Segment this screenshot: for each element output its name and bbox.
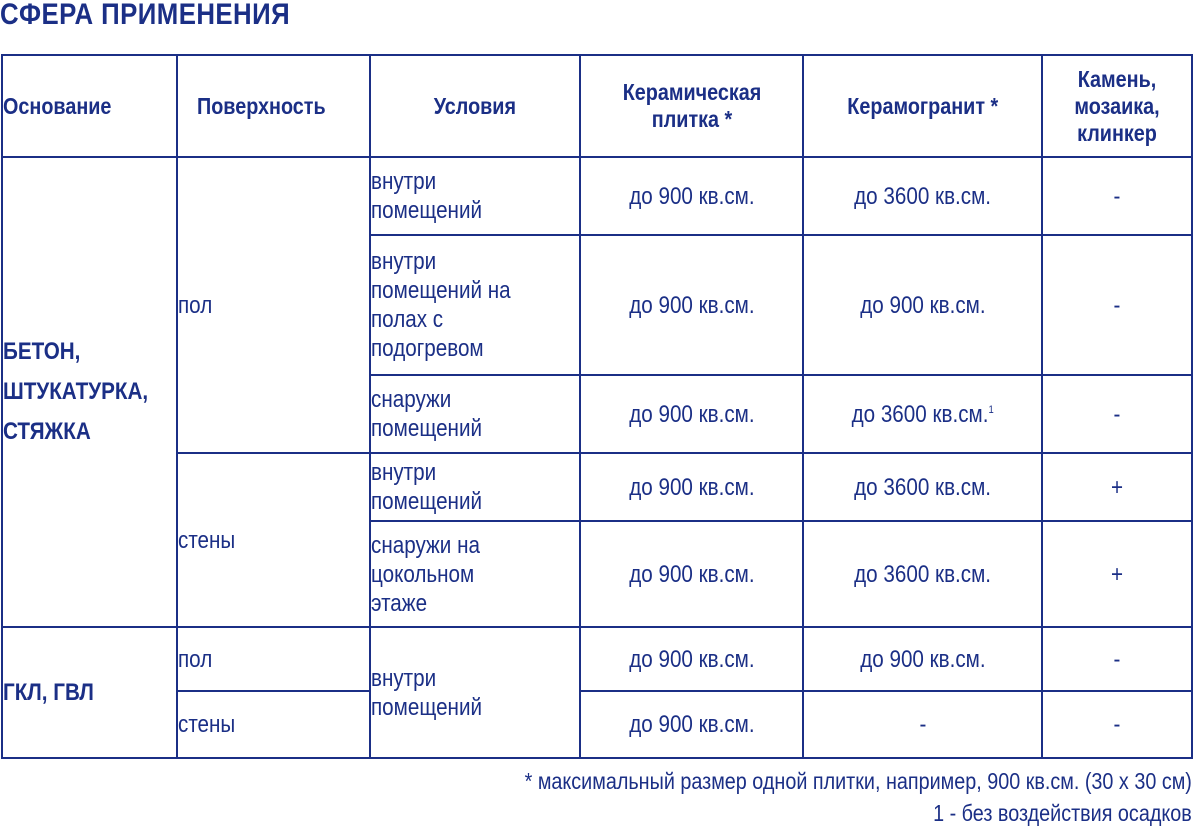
porcelain-cell: до 3600 кв.см.$^1$ <box>803 375 1042 453</box>
header-stone: Камень, мозаика, клинкер <box>1042 55 1192 157</box>
condition-cell: внутри помещений на полах с подогревом <box>370 235 580 375</box>
stone-cell: + <box>1042 453 1192 521</box>
ceramic-cell: до 900 кв.см. <box>580 627 803 691</box>
page-title: СФЕРА ПРИМЕНЕНИЯ <box>0 0 291 31</box>
stone-cell: - <box>1042 157 1192 235</box>
stone-cell: - <box>1042 375 1192 453</box>
header-conditions: Условия <box>370 55 580 157</box>
ceramic-cell: до 900 кв.см. <box>580 375 803 453</box>
porcelain-cell: - <box>803 691 1042 758</box>
surface-walls-2: стены <box>177 691 370 758</box>
porcelain-cell: до 900 кв.см. <box>803 627 1042 691</box>
table-row <box>2 691 1192 758</box>
application-table <box>1 54 1193 759</box>
base-concrete: БЕТОН, ШТУКАТУРКА, СТЯЖКА <box>2 157 177 627</box>
stone-cell: - <box>1042 691 1192 758</box>
header-row <box>2 55 1192 157</box>
porcelain-cell: до 900 кв.см. <box>803 235 1042 375</box>
table-row <box>2 627 1192 691</box>
ceramic-cell: до 900 кв.см. <box>580 691 803 758</box>
ceramic-cell: до 900 кв.см. <box>580 235 803 375</box>
ceramic-cell: до 900 кв.см. <box>580 157 803 235</box>
condition-cell: внутри помещений <box>370 157 580 235</box>
surface-floor: пол <box>177 157 370 453</box>
table-row <box>2 157 1192 235</box>
condition-cell: внутри помещений <box>370 627 580 758</box>
surface-walls: стены <box>177 453 370 627</box>
ceramic-cell: до 900 кв.см. <box>580 453 803 521</box>
header-ceramic: Керамическая плитка * <box>580 55 803 157</box>
table-row <box>2 453 1192 521</box>
stone-cell: + <box>1042 521 1192 627</box>
header-surface: Поверхность <box>177 55 370 157</box>
header-porcelain: Керамогранит * <box>803 55 1042 157</box>
footnote-marker: 1 <box>988 403 994 416</box>
porcelain-cell: до 3600 кв.см. <box>803 521 1042 627</box>
stone-cell: - <box>1042 235 1192 375</box>
footnote-asterisk: * максимальный размер одной плитки, например, 900 кв.см. (30 х 30 см) <box>524 768 1192 794</box>
condition-cell: внутри помещений <box>370 453 580 521</box>
porcelain-cell: до 3600 кв.см. <box>803 157 1042 235</box>
header-base: Основание <box>2 55 177 157</box>
porcelain-cell: до 3600 кв.см. <box>803 453 1042 521</box>
ceramic-cell: до 900 кв.см. <box>580 521 803 627</box>
footnote-one: 1 - без воздействия осадков <box>933 800 1192 826</box>
condition-cell: снаружи на цокольном этаже <box>370 521 580 627</box>
surface-floor-2: пол <box>177 627 370 691</box>
condition-cell: снаружи помещений <box>370 375 580 453</box>
base-drywall: ГКЛ, ГВЛ <box>2 627 177 758</box>
stone-cell: - <box>1042 627 1192 691</box>
